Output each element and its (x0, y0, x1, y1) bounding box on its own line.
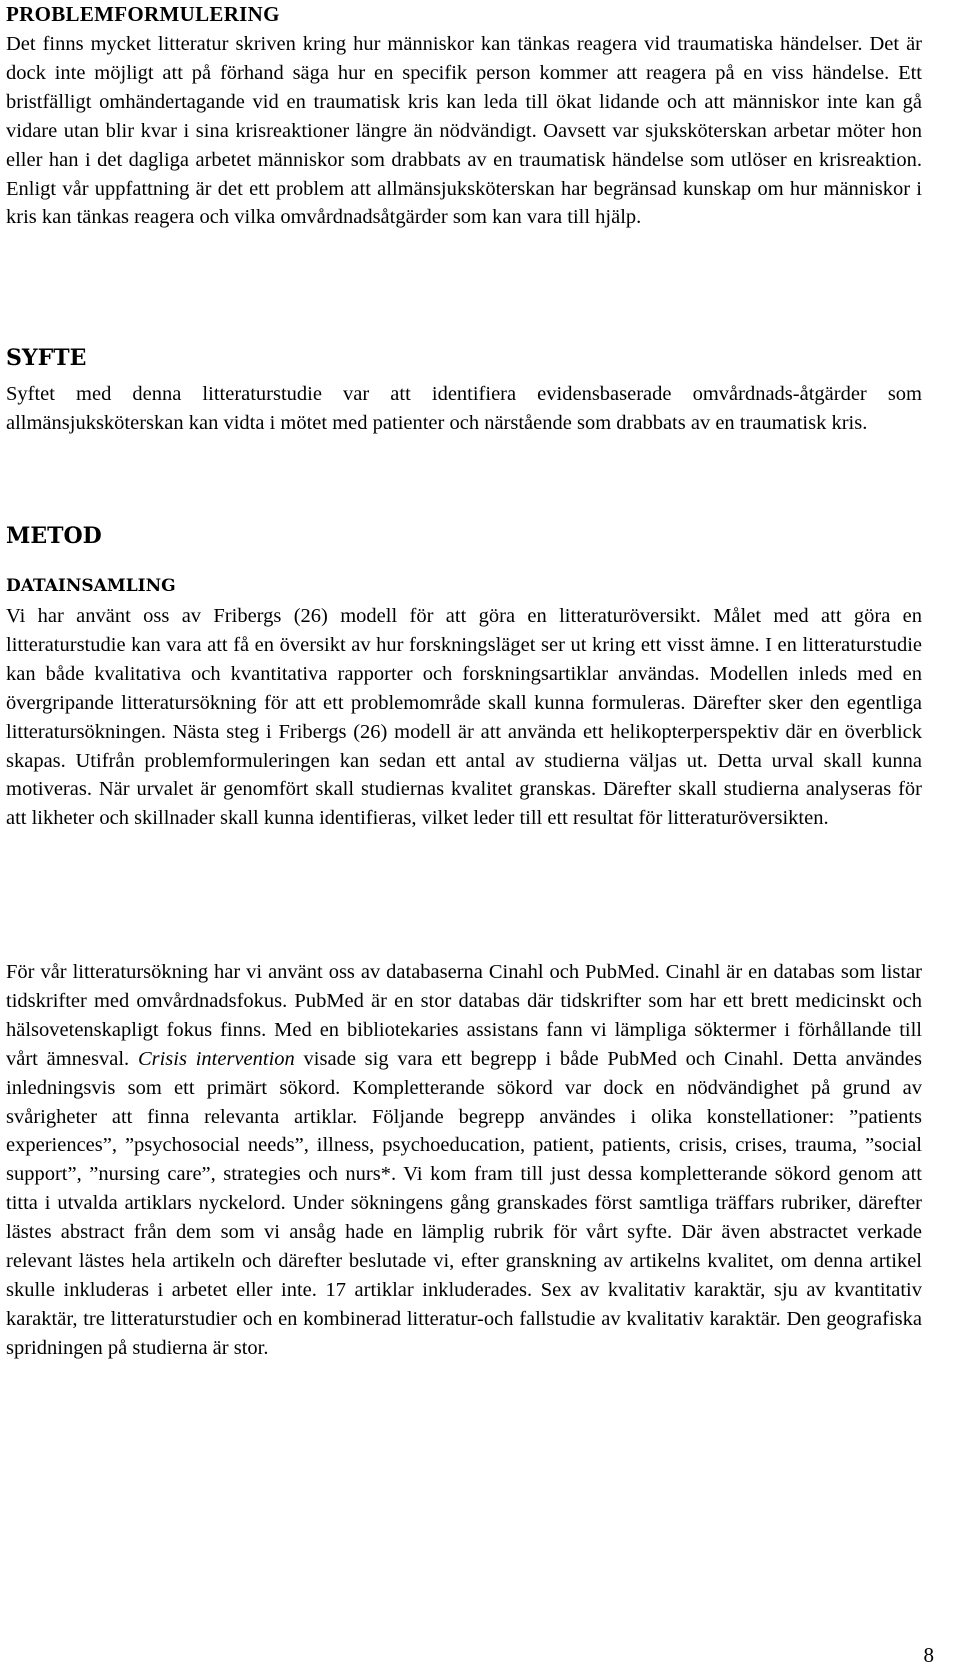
problem-paragraph (6, 30, 922, 232)
crisis-intervention-term: Crisis intervention (137, 1047, 295, 1070)
datainsamling-paragraph-1 (6, 602, 922, 833)
datainsamling-paragraph-2 (6, 958, 922, 1363)
datainsamling-heading: DATAINSAMLING (6, 576, 176, 596)
syfte-paragraph (6, 380, 922, 438)
metod-heading: METOD (6, 523, 102, 549)
datainsamling-text-1: Vi har använt oss av Fribergs (26) modell för att göra en litteraturöversikt. Målet med att göra en litteraturstudie kan vara att få en översikt av hur forskningsläget ser ut kring ett visst ämne. I en litteraturstudie kan både kvalitativa och kvantitativa rapporter och forskningsartiklar användas. Modellen inleds med en övergripande litteratursökning för att ett problemområde skall kunna formuleras. Därefter sker den egentliga litteratursökningen. Nästa steg i Fribergs (26) modell är att använda ett helikopterperspektiv där en överblick skapas. Utifrån problemformuleringen kan sedan ett antal av studierna väljas ut. Detta urval skall kunna motiveras. När urvalet är genomfört skall studiernas kvalitet granskas. Därefter skall studierna analyseras för att likheter och skillnader skall kunna identifieras, vilket leder till ett resultat för litteraturöversikten. (6, 605, 922, 830)
page-number: 8 (923, 1643, 934, 1667)
datainsamling-text-2 (6, 958, 922, 1363)
search-rest-text: visade sig vara ett begrepp i både PubMed och Cinahl. Detta användes inledningsvis som ett primärt sökord. Kompletterande sökord var dock en nödvändighet på grund av svårigheter att finna relevanta artiklar. Följande begrepp användes i olika konstellationer: ”patients experiences”, ”psychosocial needs”, illness, psychoeducation, patient, patients, crisis, crises, trauma, ”social support”, ”nursing care”, strategies och nurs*. Vi kom fram till just dessa kompletterande sökord genom att titta i utvalda artiklars nyckelord. Under sökningens gång granskades först samtliga träffars rubriker, därefter lästes abstract från dem som vi ansåg hade en lämplig rubrik för vårt syfte. Där även abstractet verkade relevant lästes hela artikeln och därefter beslutade vi, efter granskning av artikelns kvalitet, om denna artikel skulle inkluderas i arbetet eller inte. 17 artiklar inkluderades. Sex av kvalitativ karaktär, sju av kvantitativ karaktär, tre litteraturstudier och en kombinerad litteratur-och fallstudie av kvalitativ karaktär. Den geografiska spridningen på studierna är stor. (6, 1047, 922, 1359)
syfte-heading: SYFTE (6, 345, 87, 371)
syfte-text: Syftet med denna litteraturstudie var att identifiera evidensbaserade omvårdnads-åtgärder som allmänsjuksköterskan kan vidta i mötet med patienter och närstående som drabbats av en traumatisk kris. (6, 383, 922, 434)
problem-heading: PROBLEMFORMULERING (6, 2, 280, 26)
search-intro-text: För vår litteratursökning har vi använt oss av databaserna Cinahl och PubMed. Cinahl är en databas som listar tidskrifter med omvårdnadsfokus. PubMed är en stor databas där tidskrifter som har ett brett medicinskt och hälsovetenskapligt fokus finns. Med en bibliotekaries assistans fann vi lämpliga söktermer i förhållande till vårt ämnesval. (6, 961, 922, 1070)
problem-text: Det finns mycket litteratur skriven kring hur människor kan tänkas reagera vid traumatiska händelser. Det är dock inte möjligt att på förhand säga hur en specifik person kommer att reagera på en viss händelse. Ett bristfälligt omhändertagande vid en traumatisk kris kan leda till ökat lidande och att människor inte kan gå vidare utan blir kvar i sina krisreaktioner längre än nödvändigt. Oavsett var sjuksköterskan arbetar möter hon eller han i det dagliga arbetet människor som drabbats av en traumatisk händelse som utlöser en krisreaktion. Enligt vår uppfattning är det ett problem att allmänsjuksköterskan har begränsad kunskap om hur människor i kris kan tänkas reagera och vilka omvårdnadsåtgärder som kan vara till hjälp. (6, 33, 922, 229)
